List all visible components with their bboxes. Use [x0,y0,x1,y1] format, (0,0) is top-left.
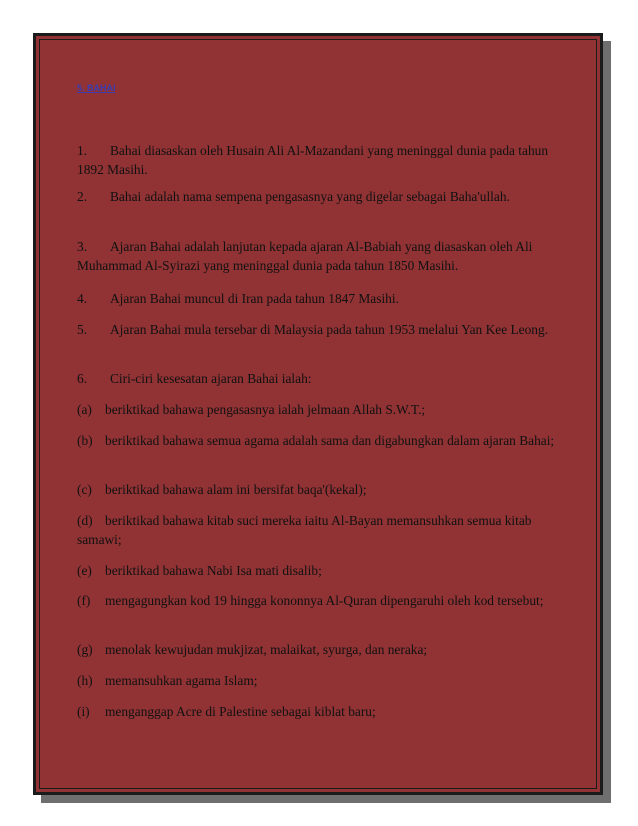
sub-item-marker: (b) [77,433,93,448]
list-item-4 [77,289,557,308]
sub-item-e [77,561,557,580]
sub-item-b [77,431,557,450]
list-number: 1. [77,143,88,158]
sub-item-g [77,640,557,659]
list-text: Ajaran Bahai adalah lanjutan kepada ajaran Al-Babiah yang diasaskan oleh Ali Muhammad Al-Syirazi yang meninggal dunia pada tahun 1850 Masihi. [77,239,533,273]
section-heading: 5. BAHAI [77,83,116,93]
list-number: 2. [77,189,88,204]
list-number: 5. [77,322,88,337]
list-item-6 [77,369,557,388]
list-text: Ajaran Bahai mula tersebar di Malaysia pada tahun 1953 melalui Yan Kee Leong. [110,322,549,337]
sub-item-a [77,400,557,419]
sub-item-h [77,671,557,690]
list-text: Ciri-ciri kesesatan ajaran Bahai ialah: [110,371,312,386]
sub-item-text: beriktikad bahawa alam ini bersifat baqa'(kekal); [105,482,367,497]
sub-item-i [77,702,557,721]
list-number: 4. [77,291,88,306]
sub-item-text: mengagungkan kod 19 hingga kononnya Al-Quran dipengaruhi oleh kod tersebut; [105,593,544,608]
sub-item-marker: (i) [77,704,90,719]
sub-item-f [77,591,557,610]
sub-item-marker: (g) [77,642,93,657]
sub-item-marker: (d) [77,513,93,528]
list-item-3 [77,237,557,275]
list-item-1 [77,141,557,179]
list-text: Ajaran Bahai muncul di Iran pada tahun 1847 Masihi. [110,291,399,306]
sub-item-marker: (a) [77,402,92,417]
sub-item-text: beriktikad bahawa kitab suci mereka iaitu Al-Bayan memansuhkan semua kitab samawi; [77,513,532,547]
sub-item-text: beriktikad bahawa pengasasnya ialah jelmaan Allah S.W.T.; [105,402,426,417]
sub-item-marker: (f) [77,593,91,608]
list-number: 3. [77,239,88,254]
sub-item-d [77,511,557,549]
list-number: 6. [77,371,88,386]
list-item-5 [77,320,557,339]
sub-item-marker: (c) [77,482,92,497]
list-text: Bahai adalah nama sempena pengasasnya yang digelar sebagai Baha'ullah. [110,189,510,204]
frame-shadow-bottom [41,795,611,803]
sub-item-text: beriktikad bahawa Nabi Isa mati disalib; [105,563,322,578]
sub-item-text: menganggap Acre di Palestine sebagai kiblat baru; [105,704,376,719]
list-text: Bahai diasaskan oleh Husain Ali Al-Mazandani yang meninggal dunia pada tahun 1892 Masihi. [77,143,549,177]
sub-item-marker: (h) [77,673,93,688]
sub-item-c [77,480,557,499]
list-item-2 [77,187,557,206]
frame-shadow-right [603,41,611,803]
sub-item-text: beriktikad bahawa semua agama adalah sama dan digabungkan dalam ajaran Bahai; [105,433,555,448]
sub-item-text: memansuhkan agama Islam; [105,673,258,688]
sub-item-marker: (e) [77,563,92,578]
sub-item-text: menolak kewujudan mukjizat, malaikat, syurga, dan neraka; [105,642,428,657]
